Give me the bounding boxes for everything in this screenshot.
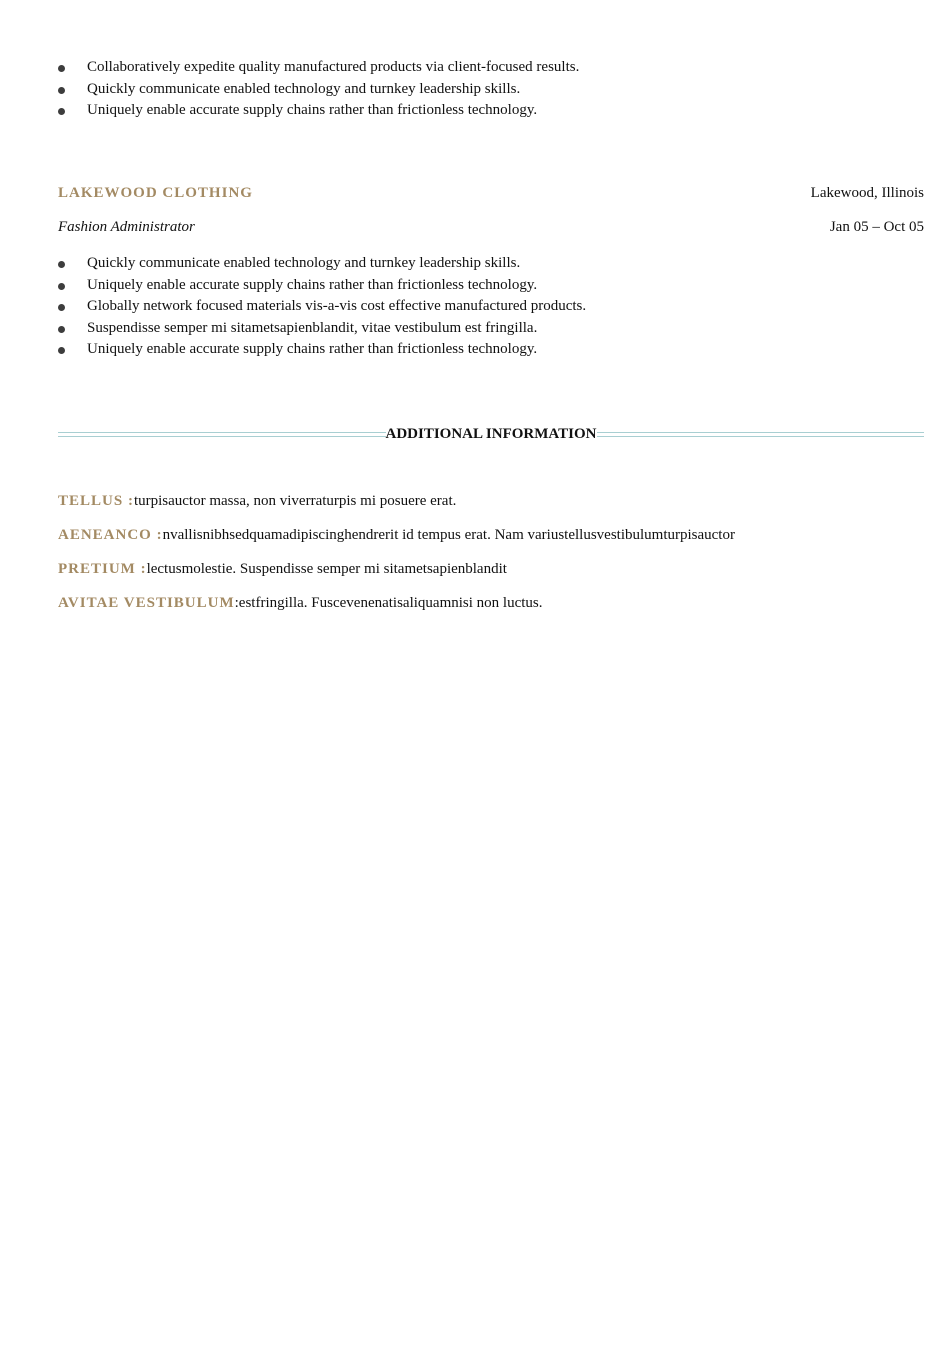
job-header [58, 185, 924, 202]
prev-job-bullets [58, 57, 579, 122]
bullet-icon [58, 65, 65, 72]
info-row-pretium [58, 561, 507, 578]
info-row-avitae [58, 595, 543, 612]
info-label: TELLUS : [58, 493, 134, 509]
job-dates: Jan 05 – Oct 05 [829, 219, 924, 235]
info-row-aeneanco [58, 527, 735, 544]
bullet-icon [58, 108, 65, 115]
divider-left [58, 432, 386, 437]
section-heading [58, 424, 924, 444]
divider-right [597, 432, 925, 437]
list-item: Globally network focused materials vis-a-vis cost effective manufactured products. [58, 296, 586, 318]
job-bullets [58, 253, 586, 361]
bullet-icon [58, 304, 65, 311]
list-item: Suspendisse semper mi sitametsapienblandit, vitae vestibulum est fringilla. [58, 318, 586, 340]
list-item: Uniquely enable accurate supply chains rather than frictionless technology. [58, 275, 586, 297]
list-item: Quickly communicate enabled technology and turnkey leadership skills. [58, 253, 586, 275]
list-item: Collaboratively expedite quality manufactured products via client-focused results. [58, 57, 579, 79]
info-text: nvallisnibhsedquamadipiscinghendrerit id tempus erat. Nam variustellusvestibulumturpisauctor [162, 527, 735, 543]
bullet-icon [58, 87, 65, 94]
list-item: Uniquely enable accurate supply chains rather than frictionless technology. [58, 100, 579, 122]
info-row-tellus [58, 493, 456, 510]
info-text: :estfringilla. Fuscevenenatisaliquamnisi non luctus. [234, 595, 543, 611]
company-name: LAKEWOOD CLOTHING [58, 185, 253, 201]
section-title: ADDITIONAL INFORMATION [385, 425, 597, 442]
info-text: turpisauctor massa, non viverraturpis mi posuere erat. [133, 493, 457, 509]
job-role: Fashion Administrator [58, 219, 195, 235]
bullet-icon [58, 347, 65, 354]
info-label: AVITAE VESTIBULUM [58, 595, 235, 611]
info-label: PRETIUM : [58, 561, 147, 577]
job-subheader [58, 219, 924, 236]
job-location: Lakewood, Illinois [810, 185, 924, 201]
bullet-icon [58, 261, 65, 268]
info-label: AENEANCO : [58, 527, 163, 543]
bullet-icon [58, 326, 65, 333]
list-item: Quickly communicate enabled technology and turnkey leadership skills. [58, 79, 579, 101]
bullet-icon [58, 283, 65, 290]
list-item: Uniquely enable accurate supply chains rather than frictionless technology. [58, 339, 586, 361]
info-text: lectusmolestie. Suspendisse semper mi sitametsapienblandit [146, 561, 507, 577]
